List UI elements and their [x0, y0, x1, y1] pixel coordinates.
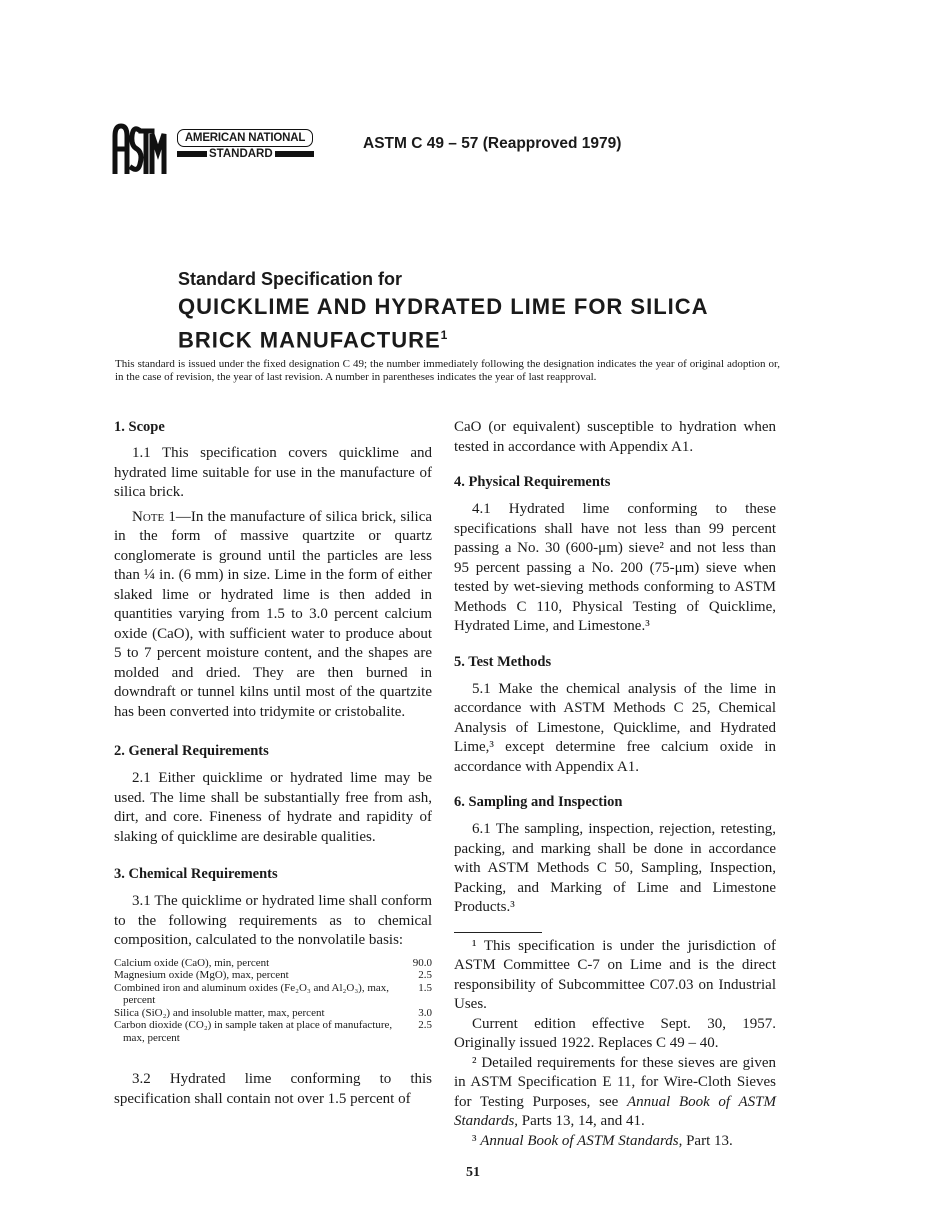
- general-para-1: 2.1 Either quicklime or hydrated lime may be used. The lime shall be substantially free from ash, dirt, and core. Fineness of hydrate and rapidity of slaking of quicklime are desirable qualities.: [114, 770, 432, 845]
- table-row: [114, 1007, 432, 1020]
- table-cell-name: Carbon dioxide (CO₂) in sample taken at place of manufacture, max, percent: [114, 1019, 393, 1044]
- footnote-3-title: Annual Book of ASTM Standards: [480, 1132, 679, 1149]
- page-title: [178, 292, 798, 354]
- table-cell-name: Magnesium oxide (MgO), max, percent: [114, 969, 289, 981]
- ans-bar-right: [275, 151, 314, 157]
- footnote-2: [454, 1054, 776, 1132]
- note-label: Note 1: [132, 508, 176, 525]
- footnote-2-text: ² Detailed requirements for these sieves are given in ASTM Specification E 11, for Wire-Cloth Sieves for Testing Purposes, see: [454, 1054, 776, 1110]
- table-row: [114, 969, 432, 982]
- test-para-1: 5.1 Make the chemical analysis of the lime in accordance with ASTM Methods C 25, Chemical Analysis of Limestone, Quicklime, and Hydrated Lime,³ except determine free calcium oxide in accordance with Appendix A1.: [454, 680, 776, 775]
- footnote-2-title: Annual Book of ASTM Standards: [454, 1093, 776, 1129]
- right-column: [454, 418, 776, 1151]
- footnote-3-mark: ³: [472, 1132, 481, 1149]
- footnote-1: ¹ This specification is under the jurisdiction of ASTM Committee C-7 on Lime and is the direct responsibility of Subcommittee C07.03 on Industrial Uses.: [454, 937, 776, 1012]
- table-cell-value: 2.5: [418, 1019, 432, 1031]
- table-cell-name: Calcium oxide (CaO), min, percent: [114, 956, 270, 969]
- footnote-3: [454, 1132, 776, 1152]
- astm-logo: [112, 122, 168, 174]
- american-national-standard-badge: [177, 129, 315, 160]
- footnote-3-part: , Part 13.: [678, 1132, 733, 1149]
- table-cell-value: 1.5: [418, 981, 432, 994]
- issue-note: This standard is issued under the fixed designation C 49; the number immediately following the designation indicates the year of original adoption or, in the case of revision, the year of last revision. A number in parentheses indicates the year of last reapproval.: [115, 358, 780, 383]
- footnote-2-parts: , Parts 13, 14, and 41.: [514, 1113, 645, 1129]
- section-heading-general: 2. General Requirements: [114, 743, 269, 759]
- chemical-requirements-table: [114, 957, 432, 1045]
- chemical-para-2-continued: CaO (or equivalent) susceptible to hydration when tested in accordance with Appendix A1.: [454, 419, 776, 455]
- table-row: [114, 982, 432, 1007]
- footnote-1-edition: Current edition effective Sept. 30, 1957. Originally issued 1922. Replaces C 49 – 40.: [454, 1015, 776, 1051]
- section-heading-physical: 4. Physical Requirements: [454, 474, 611, 490]
- table-cell-value: 90.0: [412, 956, 432, 969]
- ans-line2-row: [177, 148, 314, 160]
- ans-line2: STANDARD: [209, 148, 273, 160]
- section-heading-chemical: 3. Chemical Requirements: [114, 866, 278, 882]
- sampling-para-1: 6.1 The sampling, inspection, rejection, retesting, packing, and marking shall be done in accordance with ASTM Methods C 50, Sampling, Inspection, Packing, and Marking of Lime and Limestone Products.³: [454, 821, 776, 915]
- table-cell-value: 2.5: [418, 969, 432, 981]
- title-footnote-mark: 1: [440, 328, 448, 342]
- chemical-para-1: 3.1 The quicklime or hydrated lime shall conform to the following requirements as to chemical composition, calculated to the nonvolatile basis:: [114, 893, 432, 948]
- title-kicker: Standard Specification for: [178, 269, 403, 289]
- table-row: [114, 1019, 432, 1044]
- section-heading-scope: 1. Scope: [114, 419, 165, 435]
- scope-note: [114, 508, 432, 723]
- designation: ASTM C 49 – 57 (Reapproved 1979): [363, 135, 622, 152]
- page-number: 51: [466, 1165, 480, 1180]
- chemical-para-2: [114, 1070, 432, 1109]
- ans-line1: AMERICAN NATIONAL: [177, 129, 313, 147]
- section-heading-sampling: 6. Sampling and Inspection: [454, 794, 623, 810]
- ans-bar-left: [177, 151, 207, 157]
- table-cell-name: Combined iron and aluminum oxides (Fe₂O₃ and Al₂O₃), max, percent: [114, 981, 390, 1006]
- table-cell-value: 3.0: [418, 1006, 432, 1019]
- left-column: [114, 418, 432, 1109]
- chemical-para-2-text: 3.2 Hydrated lime conforming to this specification shall contain not over 1.5 percent of: [114, 1071, 432, 1107]
- table-row: [114, 957, 432, 970]
- physical-para-1: 4.1 Hydrated lime conforming to these specifications shall have not less than 99 percent passing a No. 30 (600-μm) sieve² and not less than 95 percent passing a No. 200 (75-μm) sieve when tested by wet-sieving methods conforming to ASTM Methods C 110, Physical Testing of Quicklime, Hydrated Lime, and Limestone.³: [454, 501, 776, 634]
- table-cell-name: Silica (SiO₂) and insoluble matter, max, percent: [114, 1006, 325, 1019]
- title-line1: QUICKLIME AND HYDRATED LIME FOR SILICA: [178, 294, 709, 319]
- scope-para-1: 1.1 This specification covers quicklime and hydrated lime suitable for use in the manufacture of silica brick.: [114, 445, 432, 500]
- title-line2: BRICK MANUFACTURE: [178, 327, 441, 353]
- section-heading-test: 5. Test Methods: [454, 653, 552, 670]
- note-text: —In the manufacture of silica brick, silica in the form of massive quartzite or quartz conglomerate is ground until the particles are less than ¼ in. (6 mm) in size. Lime in the form of either slaked lime or hydrated lime is then added in quantities varying from 1.5 to 3.0 percent calcium oxide (CaO), with sufficient water to produce about 5 to 7 percent moisture content, and the shapes are molded and dried. They are then burned in downdraft or tunnel kilns until most of the quartzite has been converted into tridymite or cristobalite.: [114, 508, 433, 720]
